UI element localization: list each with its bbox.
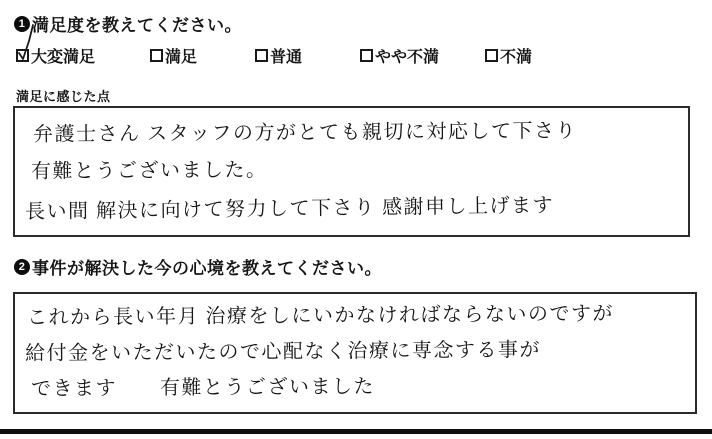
answer-box-current-feelings [13, 292, 697, 414]
question2-number-icon: 2 [14, 259, 30, 275]
option-label: 不満 [500, 49, 533, 66]
handwriting-line: できます 有難とうございました [30, 375, 376, 401]
handwritten-check-icon [16, 33, 38, 63]
satisfaction-options [0, 44, 712, 66]
handwriting-line: これから長い年月 治療をしにいかなければならないのですが [26, 302, 615, 330]
option-fuman[interactable] [485, 44, 532, 67]
option-yaya-fuman[interactable] [360, 44, 439, 67]
handwriting-line: 長い間 解決に向けて努力して下さり 感謝申し上げます [24, 194, 555, 224]
option-manzoku[interactable] [150, 44, 197, 67]
option-daihen-manzoku[interactable] [16, 44, 95, 67]
option-label: やや不満 [375, 49, 440, 66]
question1-number-icon: 1 [14, 16, 30, 32]
handwriting-line: 有難とうございました。 [30, 159, 268, 183]
option-label: 大変満足 [31, 49, 96, 66]
option-label: 普通 [270, 49, 303, 66]
checkbox-icon[interactable] [150, 49, 163, 62]
handwriting-line: 弁護士さん スタッフの方がとても親切に対応して下さり [32, 120, 578, 146]
option-futsuu[interactable] [255, 44, 302, 67]
option-label: 満足 [165, 49, 198, 66]
checkbox-icon[interactable] [485, 49, 498, 62]
checkbox-icon[interactable] [360, 49, 373, 62]
handwriting-line: 給付金をいただいたので心配なく治療に専念する事が [24, 339, 542, 365]
bottom-divider-bar [0, 429, 712, 434]
question2-heading [14, 254, 382, 279]
answer-box-satisfied-points [13, 106, 690, 237]
question1-title: 満足度を教えてください。 [32, 16, 242, 35]
checkbox-icon[interactable] [255, 49, 268, 62]
satisfied-points-label: 満足に感じた点 [16, 89, 111, 104]
question2-title: 事件が解決した今の心境を教えてください。 [32, 259, 382, 278]
checkbox-checked-icon[interactable] [16, 49, 29, 62]
question1-heading [14, 11, 242, 36]
